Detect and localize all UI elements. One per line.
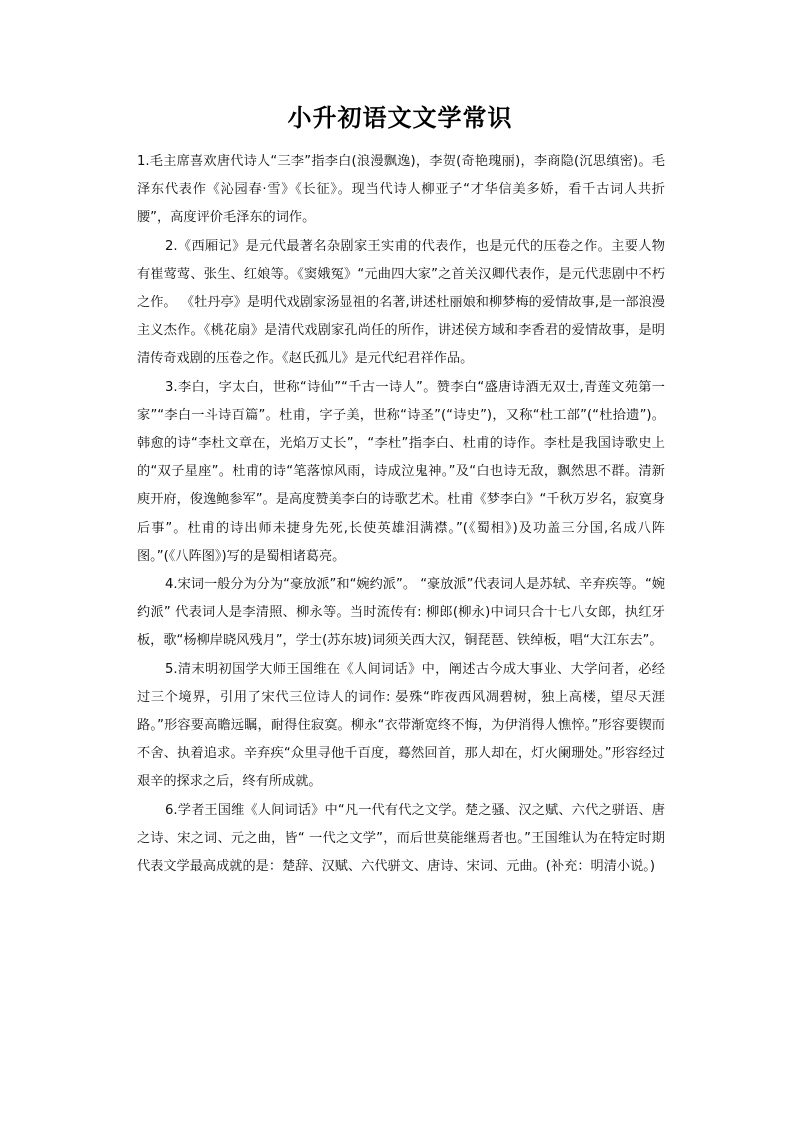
paragraph-2: 2.《西厢记》是元代最著名杂剧家王实甫的代表作，也是元代的压卷之作。主要人物有崔莺莺、张生、红娘等。《窦娥冤》“元曲四大家”之首关汉卿代表作，是元代悲剧中不朽之作。 《牡丹亭》是明代戏剧家汤显祖的名著,讲述杜丽娘和柳梦梅的爱情故事,是一部浪漫主义杰作。《桃花扇》是清代戏剧家孔尚任的所作，讲述侯方域和李香君的爱情故事，是明清传奇戏剧的压卷之作。《赵氏孤儿》是元代纪君祥作品。 [137, 238, 665, 367]
paragraph-1: 1.毛主席喜欢唐代诗人“三李”指李白(浪漫飘逸)，李贺(奇艳瑰丽)，李商隐(沉思缜密)。毛泽东代表作《沁园春·雪》《长征》。现当代诗人柳亚子“才华信美多娇，看千古词人共折腰”，高度评价毛泽东的词作。 [137, 154, 665, 226]
document-title: 小升初语文文学常识 [287, 103, 513, 132]
document-body [137, 148, 665, 881]
paragraph-4: 4.宋词一般分为分为“豪放派”和“婉约派”。 “豪放派”代表词人是苏轼、辛弃疾等。“婉约派” 代表词人是李清照、柳永等。当时流传有: 柳郎(柳永)中词只合十七八女郎，执红牙板，歌“杨柳岸晓风残月”，学士(苏东坡)词须关西大汉，铜琵琶、铁绰板，唱“大江东去”。 [137, 577, 665, 649]
paragraph-6: 6.学者王国维《人间词话》中“凡一代有代之文学。楚之骚、汉之赋、六代之骈语、唐之诗、宋之词、元之曲，皆“ 一代之文学”，而后世莫能继焉者也。”王国维认为在特定时期代表文学最高成就的是：楚辞、汉赋、六代骈文、唐诗、宋词、元曲。(补充：明清小说。) [137, 802, 665, 875]
paragraph-5: 5.清末明初国学大师王国维在《人间词话》中，阐述古今成大事业、大学问者，必经过三个境界，引用了宋代三位诗人的词作: 晏殊“昨夜西风凋碧树，独上高楼，望尽天涯路。”形容要高瞻远瞩，耐得住寂寞。柳永“衣带渐宽终不悔，为伊消得人憔悴。”形容要锲而不舍、执着追求。辛弃疾“众里寻他千百度，蓦然回首，那人却在，灯火阑珊处。”形容经过艰辛的探求之后，终有所成就。 [137, 661, 665, 790]
paragraph-3: 3.李白，字太白，世称“诗仙”“千古一诗人”。赞李白“盛唐诗酒无双士,青莲文苑第一家”“李白一斗诗百篇”。杜甫，字子美，世称“诗圣”(“诗史”)，又称“杜工部”(“杜拾遗”)。 韩愈的诗“李杜文章在，光焰万丈长”，“李杜”指李白、杜甫的诗作。李杜是我国诗歌史上的“双子星座”。杜甫的诗“笔落惊风雨，诗成泣鬼神。”及“白也诗无敌，飘然思不群。清新庾开府，俊逸鲍参军”。是高度赞美李白的诗歌艺术。杜甫《梦李白》“千秋万岁名，寂寞身后事”。杜甫的诗出师未捷身先死,长使英雄泪满襟。”(《蜀相》)及功盖三分国,名成八阵图。”(《八阵图》)写的是蜀相诸葛亮。 [137, 379, 665, 564]
